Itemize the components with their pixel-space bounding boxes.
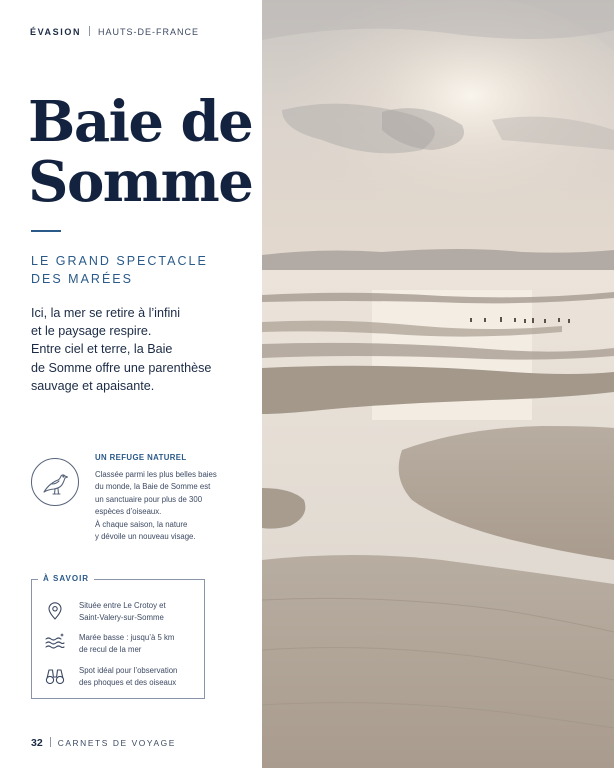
fact-line: de recul de la mer — [79, 644, 142, 654]
magazine-name: CARNETS DE VOYAGE — [57, 738, 176, 748]
refuge-line: espèces d’oiseaux. — [95, 507, 162, 517]
fact-tide — [44, 632, 204, 660]
fact-line: Spot idéal pour l’observation — [79, 666, 178, 675]
title-line-2: Somme — [28, 149, 253, 215]
refuge-line: du monde, la Baie de Somme est — [95, 482, 211, 492]
kicker-divider — [89, 26, 90, 36]
intro-line: Ici, la mer se retire à l’infini — [31, 306, 181, 320]
fact-text — [79, 600, 166, 623]
binoculars-icon — [44, 665, 66, 687]
section-kicker — [30, 26, 199, 37]
refuge-heading: UN REFUGE NATUREL — [95, 453, 187, 462]
bird-medallion — [31, 458, 79, 506]
intro-line: de Somme offre une parenthèse — [31, 360, 212, 375]
page-footer — [31, 737, 176, 749]
text-column — [0, 0, 262, 768]
foreground-sand — [262, 555, 614, 768]
fact-line: des phoques et des oiseaux — [79, 677, 177, 687]
bird-icon — [41, 468, 71, 498]
bay-photograph — [262, 0, 614, 768]
fact-text — [79, 632, 174, 655]
fact-text — [79, 665, 177, 688]
title-rule — [31, 230, 61, 232]
page-number: 32 — [31, 737, 43, 749]
refuge-line: À chaque saison, la nature — [95, 519, 188, 529]
intro-line: et le paysage respire. — [31, 324, 152, 339]
article-title — [28, 89, 253, 215]
fact-line: Marée basse : jusqu’à 5 km — [79, 633, 175, 642]
fact-location — [44, 600, 204, 628]
intro-line: sauvage et apaisante. — [31, 378, 155, 393]
section-label: ÉVASION — [30, 27, 82, 37]
fact-line: Saint-Valery-sur-Somme — [79, 612, 164, 622]
subtitle-line-2: DES MARÉES — [31, 272, 133, 286]
fact-line: Située entre Le Crotoy et — [79, 601, 166, 610]
region-label: HAUTS-DE-FRANCE — [98, 27, 200, 37]
refuge-line: un sanctuaire pour plus de 300 — [95, 494, 203, 504]
intro-paragraph — [31, 304, 211, 395]
subtitle-line-1: LE GRAND SPECTACLE — [31, 254, 208, 268]
fact-binoculars — [44, 665, 204, 693]
tide-waves-icon — [44, 632, 66, 654]
a-savoir-label: À SAVOIR — [38, 574, 94, 583]
article-subtitle — [31, 252, 208, 288]
intro-line: Entre ciel et terre, la Baie — [31, 342, 173, 357]
refuge-text — [95, 469, 217, 543]
refuge-line: Classée parmi les plus belles baies — [95, 470, 217, 479]
footer-divider — [50, 737, 51, 747]
location-pin-icon — [44, 600, 66, 622]
tidal-flats-image — [262, 0, 614, 768]
refuge-line: y dévoile un nouveau visage. — [95, 532, 196, 542]
title-line-1: Baie de — [28, 89, 253, 155]
